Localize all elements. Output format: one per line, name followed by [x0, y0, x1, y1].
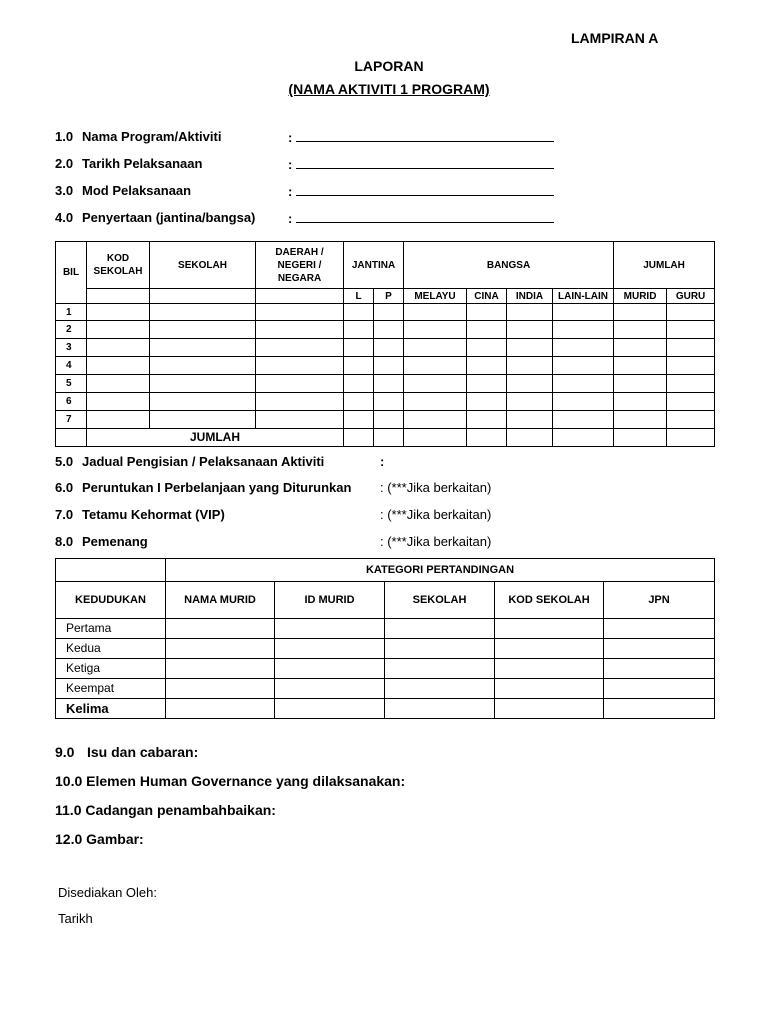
table-cell[interactable]	[166, 659, 275, 679]
table-cell[interactable]	[614, 321, 667, 339]
header-id-murid: ID MURID	[275, 582, 385, 619]
table-cell[interactable]	[667, 357, 715, 375]
table-cell[interactable]	[256, 375, 344, 393]
table-cell[interactable]	[385, 699, 495, 719]
subheader-cina: CINA	[467, 289, 507, 304]
table-cell[interactable]	[150, 321, 256, 339]
prepared-by-label: Disediakan Oleh:	[58, 885, 157, 900]
table-cell[interactable]	[344, 304, 374, 321]
table-cell[interactable]	[344, 339, 374, 357]
section-5-value: :	[380, 454, 385, 469]
table-cell[interactable]	[604, 619, 715, 639]
table-cell[interactable]	[604, 699, 715, 719]
row-number: 5	[56, 375, 87, 393]
header-kod-sekolah: KOD SEKOLAH	[495, 582, 604, 619]
table-cell[interactable]	[344, 321, 374, 339]
table-row	[56, 639, 715, 659]
table-cell[interactable]	[667, 304, 715, 321]
table-cell[interactable]	[344, 393, 374, 411]
table-cell[interactable]	[166, 699, 275, 719]
table-cell[interactable]	[467, 375, 507, 393]
row-number: 2	[56, 321, 87, 339]
table-cell[interactable]	[667, 411, 715, 429]
section-5	[55, 454, 324, 469]
document-subtitle: (NAMA AKTIVITI 1 PROGRAM)	[288, 81, 490, 97]
section-label: Jadual Pengisian / Pelaksanaan Aktiviti	[82, 454, 325, 469]
header-kategori: KATEGORI PERTANDINGAN	[166, 559, 715, 582]
colon: :	[288, 157, 293, 172]
table-cell[interactable]	[507, 357, 553, 375]
table-cell[interactable]	[374, 429, 404, 447]
section-number: 7.0	[55, 507, 74, 522]
field-penyertaan-blank[interactable]	[288, 210, 554, 226]
table-cell[interactable]	[87, 339, 150, 357]
header-jumlah: JUMLAH	[614, 242, 715, 289]
colon: :	[288, 184, 293, 199]
table-row	[56, 393, 715, 411]
table-cell[interactable]	[467, 339, 507, 357]
table-cell[interactable]	[553, 393, 614, 411]
section-11	[55, 802, 276, 818]
table-cell[interactable]	[467, 304, 507, 321]
table-cell[interactable]	[404, 411, 467, 429]
section-number: 12.0	[55, 831, 83, 847]
table-cell[interactable]	[385, 659, 495, 679]
table-cell[interactable]	[150, 304, 256, 321]
table-cell[interactable]	[404, 339, 467, 357]
row-number: 1	[56, 304, 87, 321]
table-row	[56, 411, 715, 429]
section-6-value: : (***Jika berkaitan)	[380, 480, 492, 495]
position-label: Kelima	[56, 699, 166, 719]
header-bil: BIL	[56, 242, 87, 304]
table-cell[interactable]	[87, 357, 150, 375]
header-kod-sekolah: KOD SEKOLAH	[87, 242, 150, 289]
field-number: 1.0	[55, 129, 74, 144]
section-label: Isu dan cabaran:	[87, 744, 199, 760]
subheader-melayu: MELAYU	[404, 289, 467, 304]
section-9	[55, 744, 198, 760]
subheader-p: P	[374, 289, 404, 304]
table-cell[interactable]	[614, 429, 667, 447]
section-7	[55, 507, 225, 522]
table-cell[interactable]	[614, 304, 667, 321]
table-cell[interactable]	[87, 289, 150, 304]
table-row	[56, 339, 715, 357]
table-cell[interactable]	[667, 429, 715, 447]
section-number: 9.0	[55, 744, 75, 760]
field-tarikh-blank[interactable]	[288, 156, 554, 172]
subheader-murid: MURID	[614, 289, 667, 304]
section-8	[55, 534, 148, 549]
participation-table	[55, 241, 715, 447]
table-row	[56, 699, 715, 719]
field-penyertaan	[55, 210, 255, 225]
table-cell[interactable]	[275, 619, 385, 639]
position-label: Kedua	[56, 639, 166, 659]
section-12	[55, 831, 144, 847]
table-cell[interactable]	[604, 679, 715, 699]
table-cell[interactable]	[614, 393, 667, 411]
table-cell[interactable]	[507, 393, 553, 411]
table-cell[interactable]	[507, 375, 553, 393]
table-cell[interactable]	[87, 321, 150, 339]
field-label: Penyertaan (jantina/bangsa)	[82, 210, 256, 225]
table-cell[interactable]	[404, 321, 467, 339]
table-cell[interactable]	[467, 321, 507, 339]
section-10	[55, 773, 405, 789]
table-row	[56, 679, 715, 699]
table-cell[interactable]	[553, 339, 614, 357]
table-cell[interactable]	[256, 304, 344, 321]
table-cell[interactable]	[166, 679, 275, 699]
field-nama-program-blank[interactable]	[288, 129, 554, 145]
table-cell[interactable]	[344, 375, 374, 393]
table-cell[interactable]	[344, 429, 374, 447]
table-cell[interactable]	[275, 659, 385, 679]
field-nama-program	[55, 129, 221, 144]
table-cell[interactable]	[374, 321, 404, 339]
subheader-lain-lain: LAIN-LAIN	[553, 289, 614, 304]
field-label: Nama Program/Aktiviti	[82, 129, 222, 144]
table-cell[interactable]	[256, 393, 344, 411]
table-cell[interactable]	[507, 411, 553, 429]
table-cell[interactable]	[150, 289, 256, 304]
table-cell[interactable]	[374, 411, 404, 429]
table-cell[interactable]	[344, 357, 374, 375]
field-mod-blank[interactable]	[288, 183, 554, 199]
table-cell[interactable]	[166, 639, 275, 659]
table-cell[interactable]	[256, 321, 344, 339]
table-cell[interactable]	[166, 619, 275, 639]
table-cell[interactable]	[507, 339, 553, 357]
table-cell[interactable]	[507, 429, 553, 447]
table-cell[interactable]	[150, 393, 256, 411]
table-cell[interactable]	[56, 429, 87, 447]
section-7-value: : (***Jika berkaitan)	[380, 507, 492, 522]
header-nama-murid: NAMA MURID	[166, 582, 275, 619]
table-cell[interactable]	[667, 339, 715, 357]
table-cell[interactable]	[374, 357, 404, 375]
row-number: 7	[56, 411, 87, 429]
row-number: 3	[56, 339, 87, 357]
fill-line[interactable]	[296, 156, 554, 169]
header-kedudukan: KEDUDUKAN	[56, 582, 166, 619]
section-number: 10.0	[55, 773, 83, 789]
field-number: 2.0	[55, 156, 74, 171]
section-number: 5.0	[55, 454, 74, 469]
table-cell[interactable]	[507, 304, 553, 321]
section-label: Cadangan penambahbaikan:	[85, 802, 276, 818]
table-cell[interactable]	[553, 411, 614, 429]
table-cell[interactable]	[495, 639, 604, 659]
table-cell[interactable]	[495, 619, 604, 639]
colon: :	[288, 130, 293, 145]
table-cell[interactable]	[150, 357, 256, 375]
table-cell[interactable]	[553, 357, 614, 375]
field-label: Mod Pelaksanaan	[82, 183, 192, 198]
table-cell[interactable]	[374, 339, 404, 357]
section-6	[55, 480, 351, 495]
table-cell[interactable]	[614, 339, 667, 357]
table-cell[interactable]	[374, 393, 404, 411]
position-label: Pertama	[56, 619, 166, 639]
field-label: Tarikh Pelaksanaan	[82, 156, 203, 171]
section-label: Gambar:	[86, 831, 144, 847]
table-cell[interactable]	[385, 639, 495, 659]
row-number: 4	[56, 357, 87, 375]
table-cell[interactable]	[256, 357, 344, 375]
lampiran-label: LAMPIRAN A	[571, 30, 659, 46]
fill-line[interactable]	[296, 183, 554, 196]
table-cell[interactable]	[87, 304, 150, 321]
table-cell[interactable]	[87, 393, 150, 411]
table-row	[56, 357, 715, 375]
table-cell[interactable]	[256, 289, 344, 304]
fill-line[interactable]	[296, 129, 554, 142]
section-number: 8.0	[55, 534, 74, 549]
table-cell[interactable]	[404, 393, 467, 411]
total-label: JUMLAH	[87, 429, 344, 447]
table-row	[56, 659, 715, 679]
table-cell[interactable]	[604, 639, 715, 659]
table-cell[interactable]	[667, 321, 715, 339]
section-8-value: : (***Jika berkaitan)	[380, 534, 492, 549]
subheader-l: L	[344, 289, 374, 304]
table-cell[interactable]	[553, 375, 614, 393]
table-cell[interactable]	[256, 411, 344, 429]
table-cell[interactable]	[404, 429, 467, 447]
table-cell[interactable]	[275, 699, 385, 719]
subheader-india: INDIA	[507, 289, 553, 304]
table-cell[interactable]	[150, 375, 256, 393]
table-cell[interactable]	[614, 375, 667, 393]
table-cell[interactable]	[56, 559, 166, 582]
section-label: Peruntukan I Perbelanjaan yang Diturunkan	[82, 480, 352, 495]
table-cell[interactable]	[667, 375, 715, 393]
table-row	[56, 375, 715, 393]
table-cell[interactable]	[467, 357, 507, 375]
header-bangsa: BANGSA	[404, 242, 614, 289]
document-title: LAPORAN	[354, 58, 424, 74]
field-mod-pelaksanaan	[55, 183, 191, 198]
table-cell[interactable]	[495, 679, 604, 699]
table-cell[interactable]	[275, 679, 385, 699]
table-cell[interactable]	[344, 411, 374, 429]
table-cell[interactable]	[87, 375, 150, 393]
table-cell[interactable]	[87, 411, 150, 429]
header-daerah: DAERAH / NEGERI / NEGARA	[256, 242, 344, 289]
table-cell[interactable]	[507, 321, 553, 339]
table-cell[interactable]	[256, 339, 344, 357]
subheader-guru: GURU	[667, 289, 715, 304]
table-row	[56, 321, 715, 339]
table-cell[interactable]	[150, 411, 256, 429]
table-row	[56, 619, 715, 639]
table-cell[interactable]	[614, 357, 667, 375]
header-sekolah: SEKOLAH	[150, 242, 256, 289]
table-cell[interactable]	[404, 304, 467, 321]
table-cell[interactable]	[385, 679, 495, 699]
section-label: Tetamu Kehormat (VIP)	[82, 507, 225, 522]
table-cell[interactable]	[150, 339, 256, 357]
table-cell[interactable]	[467, 429, 507, 447]
table-cell[interactable]	[404, 375, 467, 393]
colon: :	[288, 211, 293, 226]
table-cell[interactable]	[553, 321, 614, 339]
field-number: 3.0	[55, 183, 74, 198]
table-cell[interactable]	[275, 639, 385, 659]
table-cell[interactable]	[374, 304, 404, 321]
table-cell[interactable]	[374, 375, 404, 393]
table-cell[interactable]	[553, 429, 614, 447]
table-cell[interactable]	[495, 659, 604, 679]
row-number: 6	[56, 393, 87, 411]
position-label: Keempat	[56, 679, 166, 699]
field-tarikh-pelaksanaan	[55, 156, 202, 171]
table-cell[interactable]	[667, 393, 715, 411]
section-number: 11.0	[55, 802, 82, 818]
table-cell[interactable]	[604, 659, 715, 679]
winners-table	[55, 558, 715, 719]
table-cell[interactable]	[553, 304, 614, 321]
section-number: 6.0	[55, 480, 74, 495]
date-label: Tarikh	[58, 911, 93, 926]
table-cell[interactable]	[495, 699, 604, 719]
header-jantina: JANTINA	[344, 242, 404, 289]
table-row	[56, 304, 715, 321]
table-cell[interactable]	[467, 393, 507, 411]
section-label: Pemenang	[82, 534, 148, 549]
table-cell[interactable]	[404, 357, 467, 375]
table-cell[interactable]	[385, 619, 495, 639]
header-jpn: JPN	[604, 582, 715, 619]
fill-line[interactable]	[296, 210, 554, 223]
position-label: Ketiga	[56, 659, 166, 679]
field-number: 4.0	[55, 210, 74, 225]
table-cell[interactable]	[614, 411, 667, 429]
section-label: Elemen Human Governance yang dilaksanakan:	[86, 773, 406, 789]
header-sekolah: SEKOLAH	[385, 582, 495, 619]
table-cell[interactable]	[467, 411, 507, 429]
